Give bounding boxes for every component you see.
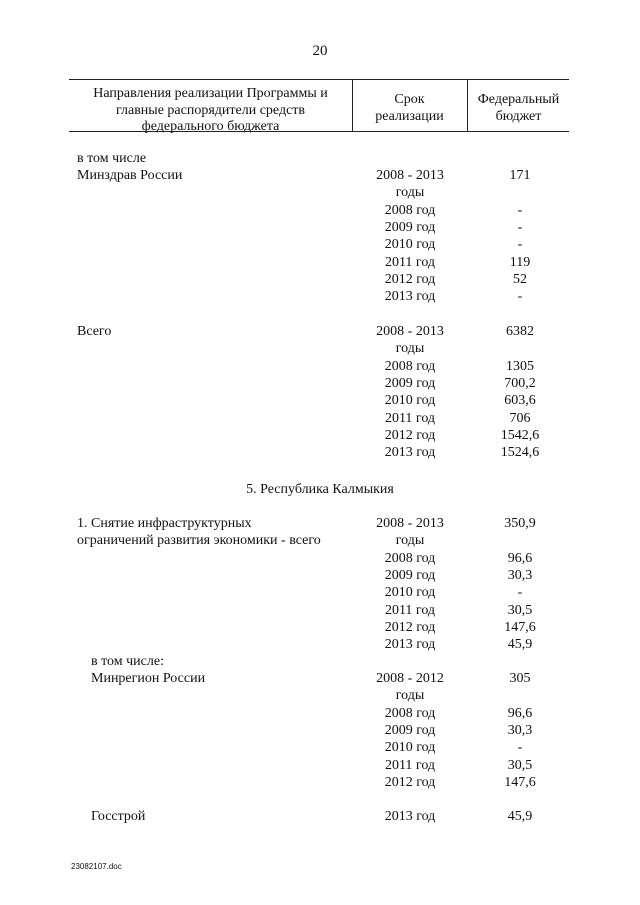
period-cell: 2009 год (384, 567, 436, 583)
period-cell: 2008 - 2013 (376, 516, 444, 531)
label-including-2: в том числе: (91, 654, 164, 669)
budget-value-cell: 119 (509, 254, 531, 270)
budget-value-cell: 305 (509, 671, 531, 686)
label-infrastructure-1: 1. Снятие инфраструктурных (77, 516, 252, 531)
period-cell: 2010 год (384, 237, 436, 253)
period-cell: 2008 год (384, 358, 436, 374)
budget-value-cell: 171 (509, 168, 531, 183)
label-minregion: Минрегион России (91, 671, 206, 686)
budget-value-cell: 96,6 (507, 705, 533, 721)
budget-value-cell: 147,6 (504, 774, 536, 790)
budget-value-cell: 30,3 (507, 722, 533, 738)
label-minzdrav: Минздрав России (77, 168, 183, 183)
label-gosstroy: Госстрой (91, 809, 146, 824)
period-cell: 2008 год (384, 202, 436, 218)
period-cell: 2011 год (384, 602, 436, 618)
period-cell: 2009 год (384, 722, 436, 738)
period-cell: 2008 - 2013 (376, 168, 444, 183)
budget-value-cell: - (517, 237, 523, 253)
budget-value-cell: 1524,6 (500, 445, 540, 461)
budget-value-cell: 147,6 (504, 619, 536, 635)
period-cell: 2013 год (384, 809, 436, 824)
period-cell: годы (395, 533, 425, 549)
period-cell: 2011 год (384, 254, 436, 270)
period-cell: 2008 - 2012 (376, 671, 444, 686)
period-cell: 2008 - 2013 (376, 324, 444, 339)
budget-value-cell: 45,9 (507, 637, 533, 653)
budget-value-cell: 603,6 (504, 393, 536, 409)
period-cell: 2013 год (384, 289, 436, 305)
budget-value-cell: 350,9 (504, 516, 536, 531)
footer-filename: 23082107.doc (71, 862, 122, 871)
budget-value-cell: 30,3 (507, 567, 533, 583)
header-col-budget: Федеральный бюджет (477, 92, 560, 124)
budget-value-cell: 700,2 (504, 375, 536, 391)
page-number: 20 (312, 43, 328, 59)
budget-value-cell: - (517, 740, 523, 756)
label-including: в том числе (77, 151, 147, 166)
period-cell: годы (395, 341, 425, 357)
period-cell: 2008 год (384, 705, 436, 721)
period-cell: 2012 год (384, 271, 436, 287)
budget-value-cell: 52 (513, 271, 527, 287)
period-cell: 2009 год (384, 219, 436, 235)
section-title: 5. Республика Калмыкия (246, 482, 394, 497)
budget-value-cell: 30,5 (507, 602, 533, 618)
period-cell: 2010 год (384, 393, 436, 409)
period-cell: 2010 год (384, 585, 436, 601)
period-cell: годы (395, 185, 425, 201)
period-cell: 2013 год (384, 445, 436, 461)
period-cell: 2008 год (384, 550, 436, 566)
period-cell: 2013 год (384, 637, 436, 653)
period-cell: 2012 год (384, 427, 436, 443)
budget-value-cell: 30,5 (507, 757, 533, 773)
budget-value-cell: 1305 (506, 358, 534, 374)
budget-value-cell: 96,6 (507, 550, 533, 566)
period-cell: 2009 год (384, 375, 436, 391)
period-cell: годы (395, 688, 425, 704)
header-col-directions: Направления реализации Программы и главные распорядители средств федерального бюджета (93, 86, 328, 134)
budget-value-cell: 45,9 (507, 809, 533, 824)
budget-value-cell: - (517, 202, 523, 218)
period-cell: 2011 год (384, 410, 436, 426)
label-infrastructure-2: ограничений развития экономики - всего (77, 533, 321, 548)
header-col-period: Срок реализации (375, 92, 444, 124)
budget-value-cell: - (517, 219, 523, 235)
period-cell: 2011 год (384, 757, 436, 773)
budget-value-cell: 706 (509, 410, 531, 426)
header-top-rule (69, 79, 569, 80)
period-cell: 2012 год (384, 619, 436, 635)
budget-value-cell: - (517, 289, 523, 305)
period-cell: 2012 год (384, 774, 436, 790)
period-cell: 2010 год (384, 740, 436, 756)
budget-value-cell: 1542,6 (500, 427, 540, 443)
budget-value-cell: 6382 (506, 324, 534, 339)
label-total: Всего (77, 324, 112, 339)
budget-value-cell: - (517, 585, 523, 601)
